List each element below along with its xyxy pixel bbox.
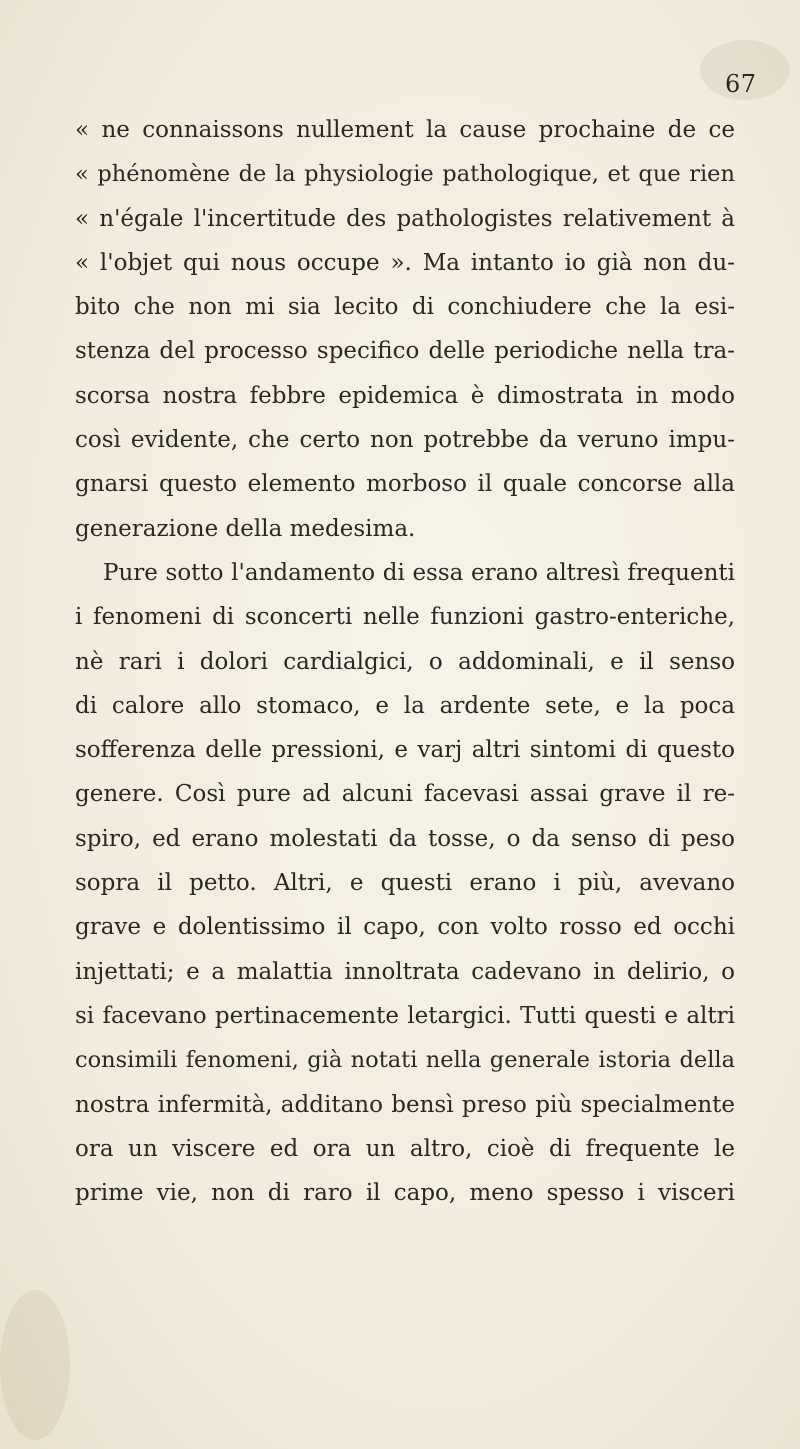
text-line: bito che non mi sia lecito di conchiudere che la esi-: [75, 294, 735, 321]
text-line: nè rari i dolori cardialgici, o addominali, e il senso: [75, 648, 735, 675]
text-line: spiro, ed erano molestati da tosse, o da senso di peso: [75, 825, 735, 852]
text-line: scorsa nostra febbre epidemica è dimostrata in modo: [75, 382, 735, 409]
text-line: i fenomeni di sconcerti nelle funzioni gastro-enteriche,: [75, 604, 735, 631]
body-text: [75, 108, 735, 1215]
text-line: prime vie, non di raro il capo, meno spesso i visceri: [75, 1180, 735, 1207]
text-line: generazione della medesima.: [75, 515, 416, 542]
text-line: gnarsi questo elemento morboso il quale concorse alla: [75, 471, 735, 498]
text-line: sofferenza delle pressioni, e varj altri sintomi di questo: [75, 737, 735, 764]
text-line: « phénomène de la physiologie pathologique, et que rien: [75, 161, 735, 188]
text-line: « n'égale l'incertitude des pathologistes relativement à: [75, 205, 735, 232]
text-line: consimili fenomeni, già notati nella generale istoria della: [75, 1047, 735, 1074]
text-line: si facevano pertinacemente letargici. Tutti questi e altri: [75, 1002, 735, 1029]
text-line: injettati; e a malattia innoltrata cadevano in delirio, o: [75, 958, 735, 985]
text-line: nostra infermità, additano bensì preso più specialmente: [75, 1091, 735, 1118]
text-line: sopra il petto. Altri, e questi erano i più, avevano: [75, 870, 735, 897]
text-line: « ne connaissons nullement la cause prochaine de ce: [75, 117, 735, 143]
text-line: così evidente, che certo non potrebbe da veruno impu-: [75, 427, 735, 454]
text-line: ora un viscere ed ora un altro, cioè di frequente le: [75, 1135, 735, 1162]
page-number: 67: [725, 70, 757, 98]
text-line: stenza del processo specifico delle periodiche nella tra-: [75, 338, 735, 365]
text-line: di calore allo stomaco, e la ardente sete, e la poca: [75, 692, 735, 719]
text-line: « l'objet qui nous occupe ». Ma intanto io già non du-: [75, 249, 735, 276]
text-line: Pure sotto l'andamento di essa erano altresì frequenti: [103, 559, 735, 586]
text-line: grave e dolentissimo il capo, con volto rosso ed occhi: [75, 914, 735, 941]
paper-stain: [0, 1290, 70, 1440]
text-line: genere. Così pure ad alcuni facevasi assai grave il re-: [75, 781, 735, 808]
